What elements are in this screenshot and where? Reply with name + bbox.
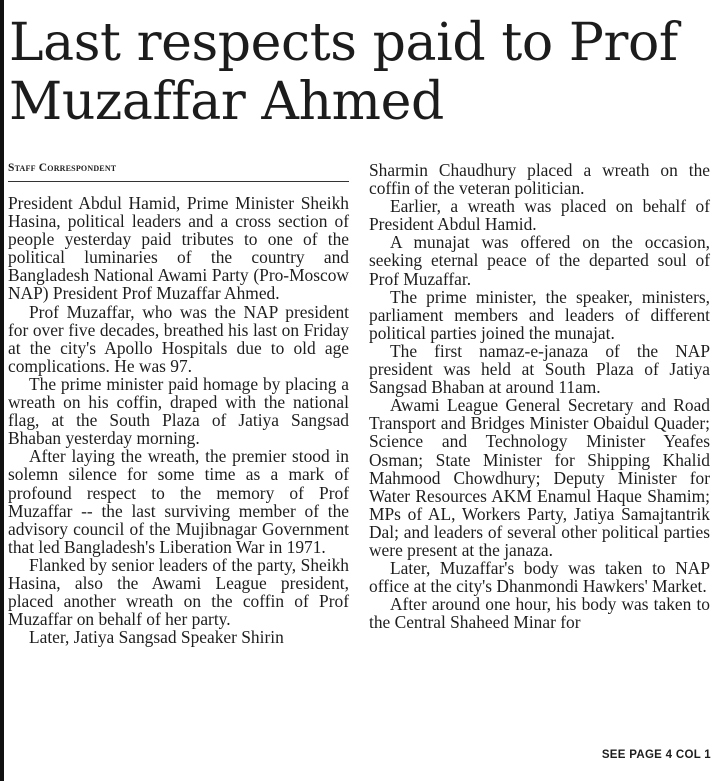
- paragraph: After around one hour, his body was taken to the Central Shaheed Minar for: [369, 594, 710, 633]
- left-column: [8, 161, 349, 646]
- page-edge-rule: [0, 0, 4, 781]
- right-column: [369, 161, 710, 631]
- paragraph-continuation: Sharmin Chaudhury placed a wreath on the coffin of the veteran politician.: [369, 160, 710, 199]
- paragraph: Earlier, a wreath was placed on behalf of President Abdul Hamid.: [369, 196, 710, 235]
- paragraph: Flanked by senior leaders of the party, Sheikh Hasina, also the Awami League president, placed another wreath on the coffin of Prof Muzaffar on behalf of her party.: [8, 554, 349, 630]
- paragraph: Awami League General Secretary and Road Transport and Bridges Minister Obaidul Quader; Science and Technology Minister Yeafes Osman; State Minister for Shipping Khalid Mahmood Chowdhury; Deputy Minister for Water Resources AKM Enamul Haque Shamim; MPs of AL, Workers Party, Jatiya Samajtantrik Dal; and leaders of several other political parties were present at the janaza.: [369, 395, 710, 560]
- paragraph: A munajat was offered on the occasion, seeking eternal peace of the departed soul of Prof Muzaffar.: [369, 232, 710, 289]
- paragraph: The first namaz-e-janaza of the NAP president was held at South Plaza of Jatiya Sangsad Bhaban at around 11am.: [369, 340, 710, 398]
- paragraph: After laying the wreath, the premier stood in solemn silence for some time as a mark of profound respect to the memory of Prof Muzaffar -- the last surviving member of the advisory council of the Mujibnagar Government that led Bangladesh's Liberation War in 1971.: [8, 446, 349, 557]
- byline: Staff Correspondent: [8, 161, 349, 182]
- paragraph: Prof Muzaffar, who was the NAP president for over five decades, breathed his last on Friday at the city's Apollo Hospitals due to old age complications. He was 97.: [8, 301, 349, 376]
- paragraph: Later, Jatiya Sangsad Speaker Shirin: [29, 627, 284, 648]
- paragraph: President Abdul Hamid, Prime Minister Sheikh Hasina, political leaders and a cross section of people yesterday paid tributes to one of the political luminaries of the country and Bangladesh National Awami Party (Pro-Moscow NAP) President Prof Muzaffar Ahmed.: [8, 193, 349, 304]
- continued-on-page-note: SEE PAGE 4 COL 1: [601, 749, 711, 761]
- headline: Last respects paid to Prof Muzaffar Ahmed: [9, 13, 678, 132]
- paragraph: The prime minister, the speaker, ministers, parliament members and leaders of different political parties joined the munajat.: [369, 286, 710, 343]
- paragraph: Later, Muzaffar's body was taken to NAP office at the city's Dhanmondi Hawkers' Market.: [369, 558, 710, 597]
- paragraph: The prime minister paid homage by placing a wreath on his coffin, draped with the national flag, at the South Plaza of Jatiya Sangsad Bhaban yesterday morning.: [8, 373, 349, 449]
